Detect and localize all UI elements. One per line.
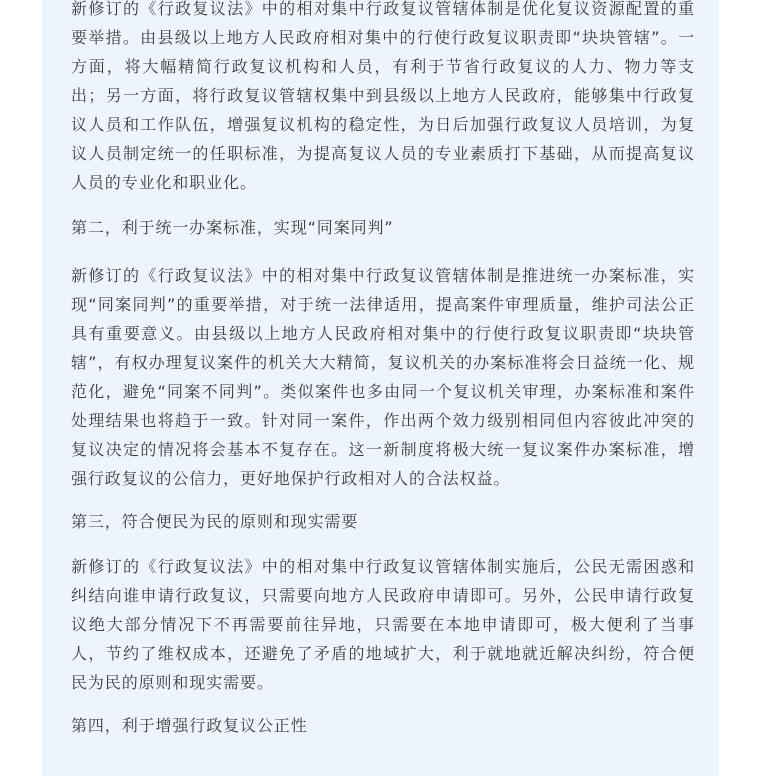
paragraph-convenience: 新修订的《行政复议法》中的相对集中行政复议管辖体制实施后，公民无需困惑和纠结向谁申请行政复议，只需要向地方人民政府申请即可。另外，公民申请行政复议绝大部分情况下不再需要前往异地，只需要在本地申请即可，极大便利了当事人，节约了维权成本，还避免了矛盾的地域扩大，利于就地就近解决纠纷，符合便民为民的原则和现实需要。	[71, 557, 695, 692]
heading-point-two: 第二，利于统一办案标准，实现“同案同判”	[71, 218, 394, 237]
heading-point-four: 第四，利于增强行政复议公正性	[71, 716, 308, 735]
heading-point-three: 第三，符合便民为民的原则和现实需要	[71, 512, 359, 531]
article-content	[71, 0, 695, 740]
paragraph-centralized-jurisdiction: 新修订的《行政复议法》中的相对集中行政复议管辖体制是优化复议资源配置的重要举措。由县级以上地方人民政府相对集中的行使行政复议职责即“块块管辖”。一方面，将大幅精简行政复议机构和人员，有利于节省行政复议的人力、物力等支出；另一方面，将行政复议管辖权集中到县级以上地方人民政府，能够集中行政复议人员和工作队伍，增强复议机构的稳定性，为日后加强行政复议人员培训，为复议人员制定统一的任职标准，为提高复议人员的专业素质打下基础，从而提高复议人员的专业化和职业化。	[71, 0, 695, 192]
paragraph-unified-standards: 新修订的《行政复议法》中的相对集中行政复议管辖体制是推进统一办案标准，实现“同案同判”的重要举措，对于统一法律适用，提高案件审理质量，维护司法公正具有重要意义。由县级以上地方人民政府相对集中的行使行政复议职责即“块块管辖”，有权办理复议案件的机关大大精简，复议机关的办案标准将会日益统一化、规范化，避免“同案不同判”。类似案件也多由同一个复议机关审理，办案标准和案件处理结果也将趋于一致。针对同一案件，作出两个效力级别相同但内容彼此冲突的复议决定的情况将会基本不复存在。这一新制度将极大统一复议案件办案标准，增强行政复议的公信力，更好地保护行政相对人的合法权益。	[71, 266, 695, 488]
